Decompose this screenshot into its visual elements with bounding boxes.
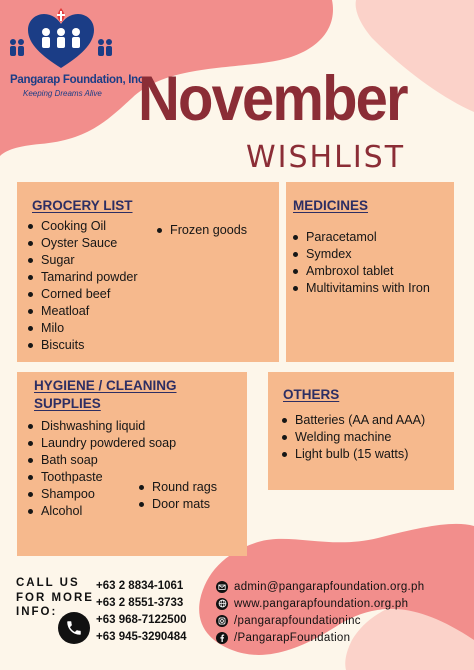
contact-label (16, 576, 96, 620)
website-link[interactable] (216, 595, 424, 612)
list-item: Milo (28, 320, 138, 337)
instagram-icon (216, 615, 228, 627)
list-item: Corned beef (28, 286, 138, 303)
others-heading: OTHERS (283, 387, 340, 402)
phone-number[interactable]: +63 968-7122500 (96, 614, 187, 626)
grocery-list-left (28, 218, 138, 354)
list-item: Bath soap (28, 452, 176, 469)
list-item: Biscuits (28, 337, 138, 354)
medicines-list (293, 229, 447, 297)
grocery-list-right (157, 222, 247, 239)
contact-label-line: FOR MORE (16, 591, 94, 604)
email-link[interactable] (216, 578, 424, 595)
hygiene-list-right (139, 479, 217, 513)
list-item: Paracetamol (293, 229, 447, 246)
logo-emblem-icon (6, 6, 116, 70)
list-item: Shampoo (28, 486, 176, 503)
instagram-link[interactable] (216, 612, 424, 629)
list-item: Light bulb (15 watts) (282, 446, 425, 463)
facebook-icon (216, 632, 228, 644)
contact-links (216, 578, 424, 646)
instagram-text: /pangarapfoundationinc (234, 614, 361, 627)
list-item: Tamarind powder (28, 269, 138, 286)
foundation-logo (6, 6, 147, 98)
logo-tagline: Keeping Dreams Alive (23, 89, 102, 98)
others-list (282, 412, 425, 463)
medicines-heading: MEDICINES (293, 198, 369, 213)
email-text: admin@pangarapfoundation.org.ph (234, 580, 425, 593)
list-item: Laundry powdered soap (28, 435, 176, 452)
phone-numbers (96, 578, 187, 646)
list-item: Meatloaf (28, 303, 138, 320)
phone-number[interactable]: +63 2 8551-3733 (96, 597, 184, 609)
logo-name: Pangarap Foundation, Inc. (10, 74, 147, 86)
hygiene-card (17, 372, 247, 556)
grocery-card (17, 182, 279, 362)
list-item: Dishwashing liquid (28, 418, 176, 435)
list-item: Ambroxol tablet (293, 263, 447, 280)
phone-glyph-icon (65, 619, 83, 637)
title-subtitle: WISHLIST (246, 140, 406, 175)
list-item: Oyster Sauce (28, 235, 138, 252)
list-item: Multivitamins with Iron (293, 280, 447, 297)
globe-icon (216, 598, 228, 610)
list-item: Batteries (AA and AAA) (282, 412, 425, 429)
list-item: Sugar (28, 252, 138, 269)
facebook-text: /PangarapFoundation (234, 631, 351, 644)
grocery-heading: GROCERY LIST (32, 198, 133, 213)
list-item: Symdex (293, 246, 447, 263)
list-item: Alcohol (28, 503, 176, 520)
phone-number[interactable]: +63 2 8834-1061 (96, 580, 184, 592)
hygiene-heading-line2: SUPPLIES (34, 396, 101, 411)
contact-label-line: INFO: (16, 606, 58, 618)
list-item: Cooking Oil (28, 218, 138, 235)
email-icon (216, 581, 228, 593)
list-item: Round rags (139, 479, 217, 496)
others-card (268, 372, 454, 490)
list-item: Frozen goods (157, 222, 247, 239)
hygiene-heading-line1: HYGIENE / CLEANING (34, 378, 177, 393)
list-item: Toothpaste (28, 469, 176, 486)
contact-label-line: CALL US (16, 577, 80, 589)
facebook-link[interactable] (216, 629, 424, 646)
title-month: November (138, 64, 407, 134)
phone-number[interactable]: +63 945-3290484 (96, 631, 187, 643)
website-text: www.pangarapfoundation.org.ph (234, 597, 409, 610)
list-item: Door mats (139, 496, 217, 513)
phone-icon (58, 612, 90, 644)
list-item: Welding machine (282, 429, 425, 446)
medicines-card (286, 182, 454, 362)
